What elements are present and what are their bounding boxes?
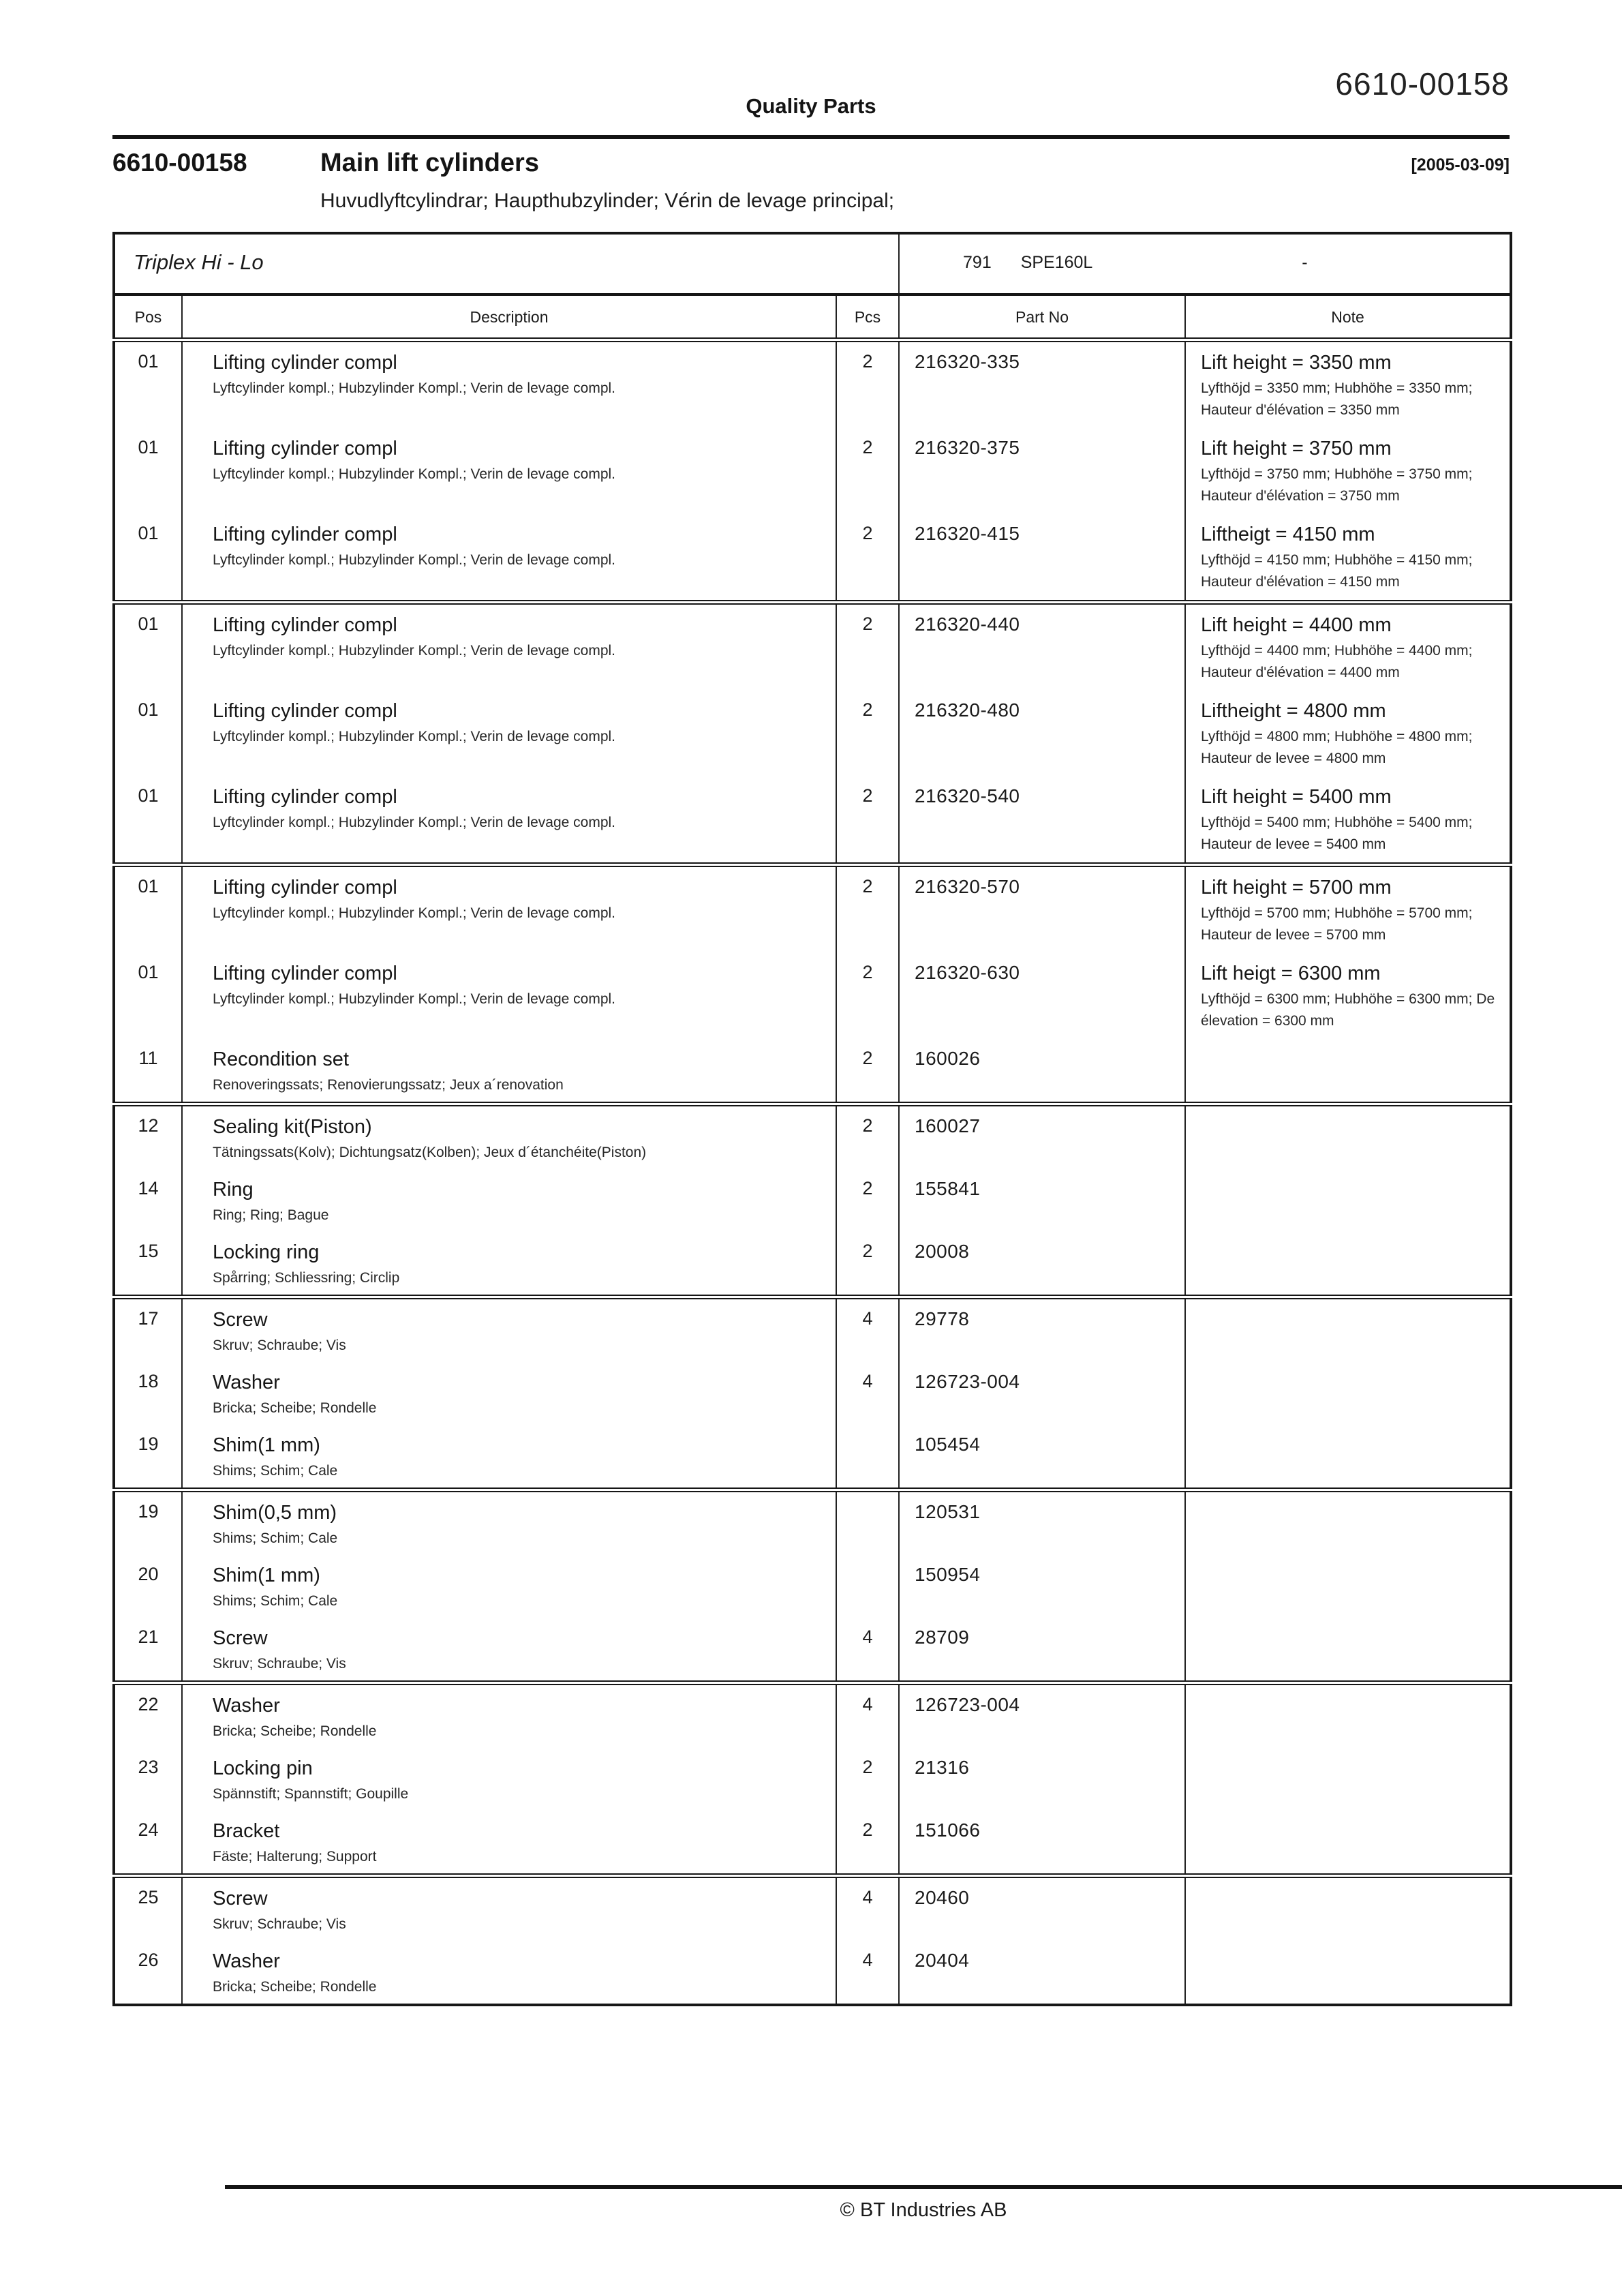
note-translations: Lyfthöjd = 3350 mm; Hubhöhe = 3350 mm; Hauteur d'élévation = 3350 mm — [1201, 380, 1473, 418]
description-translations: Bricka; Scheibe; Rondelle — [213, 1979, 377, 1995]
row-group-8 — [114, 1876, 1511, 2006]
cell-pos: 26 — [114, 1941, 182, 2005]
footer-copyright: © BT Industries AB — [840, 2199, 1007, 2221]
cell-part-number: 150954 — [899, 1555, 1185, 1618]
cell-part-number: 160027 — [899, 1104, 1185, 1170]
cell-pcs: 2 — [836, 1039, 899, 1104]
parts-table-head — [114, 233, 1511, 340]
cell-part-number: 126723-004 — [899, 1683, 1185, 1749]
cell-part-number: 21316 — [899, 1748, 1185, 1811]
cell-pos: 19 — [114, 1425, 182, 1490]
row-group-1 — [114, 340, 1511, 603]
table-row — [114, 1618, 1511, 1683]
parts-table — [112, 232, 1512, 2006]
cell-note — [1185, 865, 1511, 954]
cell-pos: 01 — [114, 865, 182, 954]
cell-pos: 19 — [114, 1490, 182, 1556]
cell-note — [1185, 1039, 1511, 1104]
model-name: Triplex Hi - Lo — [134, 250, 264, 274]
cell-note — [1185, 1232, 1511, 1297]
cell-part-number: 216320-480 — [899, 691, 1185, 776]
cell-part-number: 20460 — [899, 1876, 1185, 1942]
cell-note — [1185, 1104, 1511, 1170]
cell-note — [1185, 1555, 1511, 1618]
description-main: Lifting cylinder compl — [213, 524, 397, 545]
table-row — [114, 1555, 1511, 1618]
row-group-2 — [114, 603, 1511, 865]
cell-description — [182, 428, 836, 514]
cell-part-number: 216320-415 — [899, 514, 1185, 603]
description-main: Lifting cylinder compl — [213, 438, 397, 459]
cell-note — [1185, 340, 1511, 429]
table-row — [114, 1362, 1511, 1425]
cell-description — [182, 1876, 836, 1942]
table-row — [114, 603, 1511, 691]
row-group-4 — [114, 1104, 1511, 1297]
cell-pos: 17 — [114, 1297, 182, 1363]
page-title: Main lift cylinders — [320, 149, 539, 177]
description-translations: Bricka; Scheibe; Rondelle — [213, 1400, 377, 1416]
cell-pcs: 4 — [836, 1297, 899, 1363]
description-translations: Spårring; Schliessring; Circlip — [213, 1270, 400, 1286]
table-row — [114, 1683, 1511, 1749]
cell-part-number: 20404 — [899, 1941, 1185, 2005]
model-dash: - — [1302, 253, 1308, 272]
note-translations: Lyfthöjd = 5400 mm; Hubhöhe = 5400 mm; Hauteur de levee = 5400 mm — [1201, 815, 1473, 852]
cell-pos: 23 — [114, 1748, 182, 1811]
cell-pcs: 4 — [836, 1618, 899, 1683]
cell-pcs: 2 — [836, 1169, 899, 1232]
note-translations: Lyfthöjd = 4400 mm; Hubhöhe = 4400 mm; Hauteur d'élévation = 4400 mm — [1201, 643, 1473, 680]
cell-note — [1185, 514, 1511, 603]
cell-pcs — [836, 1555, 899, 1618]
description-main: Washer — [213, 1950, 280, 1972]
cell-description — [182, 1425, 836, 1490]
cell-note — [1185, 1683, 1511, 1749]
description-translations: Lyftcylinder kompl.; Hubzylinder Kompl.; Verin de levage compl. — [213, 905, 615, 921]
cell-note — [1185, 1876, 1511, 1942]
note-translations: Lyfthöjd = 3750 mm; Hubhöhe = 3750 mm; Hauteur d'élévation = 3750 mm — [1201, 466, 1473, 504]
description-main: Lifting cylinder compl — [213, 700, 397, 722]
cell-part-number: 160026 — [899, 1039, 1185, 1104]
cell-pcs — [836, 1425, 899, 1490]
cell-pos: 01 — [114, 514, 182, 603]
cell-part-number: 216320-440 — [899, 603, 1185, 691]
cell-part-number: 105454 — [899, 1425, 1185, 1490]
table-row — [114, 514, 1511, 603]
cell-note — [1185, 1425, 1511, 1490]
description-main: Locking pin — [213, 1757, 313, 1779]
cell-part-number: 126723-004 — [899, 1362, 1185, 1425]
cell-description — [182, 1297, 836, 1363]
description-main: Screw — [213, 1309, 268, 1331]
description-translations: Lyftcylinder kompl.; Hubzylinder Kompl.; Verin de levage compl. — [213, 815, 615, 830]
cell-pos: 20 — [114, 1555, 182, 1618]
table-row — [114, 776, 1511, 865]
description-translations: Spännstift; Spannstift; Goupille — [213, 1786, 409, 1802]
footer-rule — [225, 2185, 1622, 2189]
description-main: Sealing kit(Piston) — [213, 1116, 372, 1138]
cell-part-number: 216320-630 — [899, 953, 1185, 1039]
header-rule — [112, 135, 1510, 139]
table-row — [114, 1169, 1511, 1232]
table-row — [114, 1876, 1511, 1942]
table-row — [114, 953, 1511, 1039]
column-header-pcs: Pcs — [836, 294, 899, 340]
column-header-row — [114, 294, 1511, 340]
cell-pos: 24 — [114, 1811, 182, 1876]
cell-pos: 14 — [114, 1169, 182, 1232]
description-translations: Skruv; Schraube; Vis — [213, 1338, 346, 1353]
cell-description — [182, 1748, 836, 1811]
cell-pos: 01 — [114, 953, 182, 1039]
cell-note — [1185, 428, 1511, 514]
note-main: Liftheigt = 4150 mm — [1201, 524, 1375, 545]
description-translations: Shims; Schim; Cale — [213, 1593, 338, 1609]
cell-part-number: 216320-375 — [899, 428, 1185, 514]
description-main: Lifting cylinder compl — [213, 963, 397, 984]
cell-description — [182, 865, 836, 954]
table-row — [114, 691, 1511, 776]
description-translations: Skruv; Schraube; Vis — [213, 1656, 346, 1672]
cell-description — [182, 1555, 836, 1618]
cell-description — [182, 1169, 836, 1232]
cell-pcs: 2 — [836, 691, 899, 776]
row-group-3 — [114, 865, 1511, 1104]
table-row — [114, 1811, 1511, 1876]
table-row — [114, 1490, 1511, 1556]
description-main: Recondition set — [213, 1048, 349, 1070]
cell-pos: 01 — [114, 340, 182, 429]
cell-pos: 01 — [114, 776, 182, 865]
table-row — [114, 1104, 1511, 1170]
cell-description — [182, 1232, 836, 1297]
cell-description — [182, 1811, 836, 1876]
description-translations: Lyftcylinder kompl.; Hubzylinder Kompl.; Verin de levage compl. — [213, 552, 615, 568]
description-translations: Shims; Schim; Cale — [213, 1530, 338, 1546]
row-group-5 — [114, 1297, 1511, 1490]
cell-pos: 11 — [114, 1039, 182, 1104]
description-main: Shim(1 mm) — [213, 1565, 320, 1586]
note-translations: Lyfthöjd = 5700 mm; Hubhöhe = 5700 mm; Hauteur de levee = 5700 mm — [1201, 905, 1473, 943]
note-translations: Lyfthöjd = 6300 mm; Hubhöhe = 6300 mm; De élevation = 6300 mm — [1201, 991, 1495, 1029]
cell-description — [182, 691, 836, 776]
table-row — [114, 1941, 1511, 2005]
note-main: Lift height = 4400 mm — [1201, 614, 1392, 636]
cell-pcs: 2 — [836, 603, 899, 691]
row-group-6 — [114, 1490, 1511, 1683]
column-header-partno: Part No — [899, 294, 1185, 340]
note-main: Lift height = 3350 mm — [1201, 352, 1392, 374]
description-translations: Ring; Ring; Bague — [213, 1207, 329, 1223]
description-translations: Lyftcylinder kompl.; Hubzylinder Kompl.; Verin de levage compl. — [213, 643, 615, 659]
cell-pos: 01 — [114, 603, 182, 691]
table-row — [114, 1297, 1511, 1363]
cell-pos: 01 — [114, 428, 182, 514]
column-header-description: Description — [182, 294, 836, 340]
cell-part-number: 120531 — [899, 1490, 1185, 1556]
note-main: Lift height = 5400 mm — [1201, 786, 1392, 808]
description-translations: Lyftcylinder kompl.; Hubzylinder Kompl.; Verin de levage compl. — [213, 466, 615, 482]
cell-part-number: 29778 — [899, 1297, 1185, 1363]
column-header-pos: Pos — [114, 294, 182, 340]
row-group-7 — [114, 1683, 1511, 1876]
description-main: Washer — [213, 1372, 280, 1393]
description-translations: Lyftcylinder kompl.; Hubzylinder Kompl.; Verin de levage compl. — [213, 729, 615, 744]
description-main: Lifting cylinder compl — [213, 614, 397, 636]
description-main: Lifting cylinder compl — [213, 877, 397, 898]
cell-pcs: 4 — [836, 1941, 899, 2005]
description-main: Shim(1 mm) — [213, 1434, 320, 1456]
note-translations: Lyfthöjd = 4150 mm; Hubhöhe = 4150 mm; Hauteur d'élévation = 4150 mm — [1201, 552, 1473, 590]
note-translations: Lyfthöjd = 4800 mm; Hubhöhe = 4800 mm; Hauteur de levee = 4800 mm — [1201, 729, 1473, 766]
cell-part-number: 28709 — [899, 1618, 1185, 1683]
model-band-right — [899, 233, 1511, 294]
cell-pcs: 4 — [836, 1683, 899, 1749]
cell-pcs: 2 — [836, 428, 899, 514]
cell-description — [182, 514, 836, 603]
table-row — [114, 1232, 1511, 1297]
description-main: Washer — [213, 1695, 280, 1717]
cell-note — [1185, 953, 1511, 1039]
cell-part-number: 155841 — [899, 1169, 1185, 1232]
table-row — [114, 340, 1511, 429]
description-main: Bracket — [213, 1820, 280, 1842]
column-header-note: Note — [1185, 294, 1511, 340]
header-brand-title: Quality Parts — [746, 94, 876, 118]
table-row — [114, 865, 1511, 954]
cell-part-number: 151066 — [899, 1811, 1185, 1876]
cell-pos: 12 — [114, 1104, 182, 1170]
description-translations: Bricka; Scheibe; Rondelle — [213, 1723, 377, 1739]
cell-note — [1185, 691, 1511, 776]
cell-pcs: 2 — [836, 865, 899, 954]
cell-pcs: 2 — [836, 776, 899, 865]
model-code: 791 — [963, 253, 992, 272]
description-main: Lifting cylinder compl — [213, 786, 397, 808]
header-doc-number: 6610-00158 — [1335, 66, 1510, 102]
cell-description — [182, 1490, 836, 1556]
description-translations: Fäste; Halterung; Support — [213, 1849, 377, 1864]
cell-pos: 18 — [114, 1362, 182, 1425]
cell-note — [1185, 1618, 1511, 1683]
page-subtitle: Huvudlyftcylindrar; Haupthubzylinder; Vérin de levage principal; — [320, 190, 895, 212]
cell-description — [182, 1941, 836, 2005]
note-main: Lift height = 5700 mm — [1201, 877, 1392, 898]
cell-note — [1185, 1490, 1511, 1556]
cell-pcs: 2 — [836, 340, 899, 429]
cell-pos: 15 — [114, 1232, 182, 1297]
table-row — [114, 428, 1511, 514]
cell-description — [182, 1039, 836, 1104]
description-main: Screw — [213, 1627, 268, 1649]
cell-description — [182, 603, 836, 691]
description-translations: Lyftcylinder kompl.; Hubzylinder Kompl.; Verin de levage compl. — [213, 380, 615, 396]
cell-note — [1185, 776, 1511, 865]
cell-part-number: 216320-335 — [899, 340, 1185, 429]
cell-pcs: 2 — [836, 953, 899, 1039]
cell-pos: 22 — [114, 1683, 182, 1749]
cell-part-number: 216320-540 — [899, 776, 1185, 865]
note-main: Lift height = 3750 mm — [1201, 438, 1392, 459]
cell-note — [1185, 1362, 1511, 1425]
cell-pos: 21 — [114, 1618, 182, 1683]
cell-description — [182, 1104, 836, 1170]
description-translations: Renoveringssats; Renovierungssatz; Jeux a´renovation — [213, 1077, 564, 1093]
cell-note — [1185, 1748, 1511, 1811]
cell-pcs: 4 — [836, 1362, 899, 1425]
description-translations: Skruv; Schraube; Vis — [213, 1916, 346, 1932]
model-band-row — [114, 233, 1511, 294]
cell-pcs: 2 — [836, 1104, 899, 1170]
cell-description — [182, 953, 836, 1039]
cell-pcs: 2 — [836, 1811, 899, 1876]
model-variant: SPE160L — [1020, 253, 1093, 272]
description-main: Locking ring — [213, 1241, 320, 1263]
description-main: Shim(0,5 mm) — [213, 1502, 337, 1524]
cell-pcs: 2 — [836, 1232, 899, 1297]
description-translations: Lyftcylinder kompl.; Hubzylinder Kompl.; Verin de levage compl. — [213, 991, 615, 1007]
cell-pcs: 2 — [836, 1748, 899, 1811]
cell-pcs: 2 — [836, 514, 899, 603]
cell-description — [182, 776, 836, 865]
cell-description — [182, 340, 836, 429]
cell-pos: 25 — [114, 1876, 182, 1942]
description-translations: Tätningssats(Kolv); Dichtungsatz(Kolben); Jeux d´étanchéite(Piston) — [213, 1145, 647, 1160]
description-main: Lifting cylinder compl — [213, 352, 397, 374]
cell-note — [1185, 603, 1511, 691]
cell-note — [1185, 1941, 1511, 2005]
table-row — [114, 1425, 1511, 1490]
cell-pcs: 4 — [836, 1876, 899, 1942]
cell-pcs — [836, 1490, 899, 1556]
table-row — [114, 1748, 1511, 1811]
description-translations: Shims; Schim; Cale — [213, 1463, 338, 1479]
revision-date: [2005-03-09] — [1411, 155, 1510, 175]
model-codes — [900, 235, 1509, 273]
cell-part-number: 20008 — [899, 1232, 1185, 1297]
page-title-number: 6610-00158 — [112, 149, 247, 177]
model-band-left — [114, 233, 899, 294]
cell-note — [1185, 1297, 1511, 1363]
cell-pos: 01 — [114, 691, 182, 776]
cell-note — [1185, 1169, 1511, 1232]
cell-description — [182, 1362, 836, 1425]
cell-description — [182, 1618, 836, 1683]
cell-part-number: 216320-570 — [899, 865, 1185, 954]
note-main: Lift heigt = 6300 mm — [1201, 963, 1381, 984]
cell-note — [1185, 1811, 1511, 1876]
description-main: Ring — [213, 1179, 254, 1200]
cell-description — [182, 1683, 836, 1749]
description-main: Screw — [213, 1888, 268, 1909]
title-row — [112, 149, 1510, 177]
note-main: Liftheight = 4800 mm — [1201, 700, 1386, 722]
table-row — [114, 1039, 1511, 1104]
